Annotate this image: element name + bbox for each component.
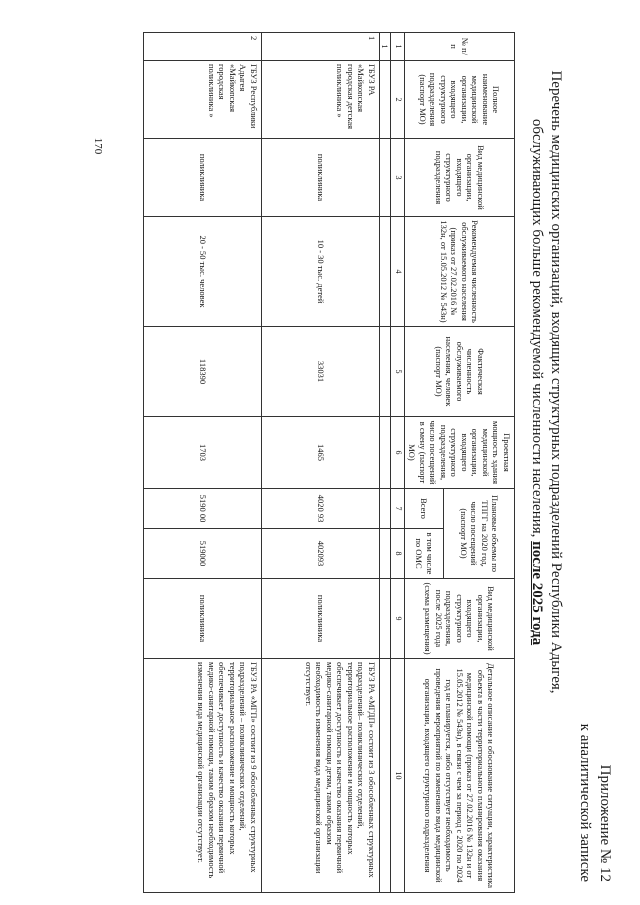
row-num: 1 — [262, 33, 380, 61]
organizations-table — [143, 32, 515, 893]
col-number: 7 — [391, 489, 405, 529]
row-num: 2 — [144, 33, 262, 61]
col-number: 8 — [391, 529, 405, 579]
col-number: 5 — [391, 327, 405, 417]
rotated-page — [125, 22, 615, 902]
appendix-note — [575, 724, 615, 882]
title-text: Перечень медицинских организаций, входящих структурных подразделений Республики Адыгея, обслуживающих больше рекомендуемой численности населения, — [529, 70, 564, 694]
row-total: 4020 93 — [262, 489, 380, 529]
column-number-row — [391, 33, 405, 893]
page-number: 170 — [92, 137, 104, 155]
header-capacity: Проектная мощность здания медицинской организации, входящего структурного подразделения, число посещений в смену (паспорт МО) — [405, 417, 515, 489]
row-1-marker — [380, 33, 392, 893]
row-total: 5190 00 — [144, 489, 262, 529]
table-row — [262, 33, 380, 893]
header-type-after: Вид медицинской организации, входящего структурного подразделения, после 2025 года (схема размещения) — [405, 579, 515, 659]
col-number: 4 — [391, 217, 405, 327]
header-num: № п/п — [405, 33, 515, 61]
header-description: Детальное описание и обоснование ситуации, характеристика объекта в части территориального планирования оказания медицинской помощи (приказ от 27.02.2016 № 132н и от 15.05.2012 № 543н), в связи с чем за период с 2020 по 2024 год не планируется, либо отсутствует необходимость проведения мероприятий по изменению вида медицинской организации, входящего структурного подразделения — [405, 659, 515, 893]
row-recommended: 20 - 50 тыс. человек — [144, 217, 262, 327]
row-type-after: поликлиника — [144, 579, 262, 659]
row-actual: 118390 — [144, 327, 262, 417]
row-description: ГБУЗ РА «МГДП» состоит из 3 обособленных структурных подразделений– поликлинических отделений, территориальное расположение и мощность которых обеспечивает доступность и качество оказания первичной медико-санитарной помощи детям, таким образом необходимость изменения вида медицинской организации отсутствует. — [262, 659, 380, 893]
row-description: ГБУЗ РА «МГП» состоит из 9 обособленных структурных подразделений – поликлинических отделений, территориальное расположение и мощность которых обеспечивает доступность и качество оказания первичной медико-санитарной помощи, таким образом необходимость изменения вида медицинской организации отсутствует. — [144, 659, 262, 893]
header-type: Вид медицинской организации, входящего структурного подразделения — [405, 139, 515, 217]
row-actual: 33031 — [262, 327, 380, 417]
document-title — [527, 52, 565, 712]
row-name: ГБУЗ Республики Адыгея «Майкопская городская поликлиника » — [144, 61, 262, 139]
col-number: 9 — [391, 579, 405, 659]
appendix-line-2: к аналитической записке — [577, 723, 593, 882]
table-row — [144, 33, 262, 893]
col-number: 3 — [391, 139, 405, 217]
header-row — [444, 33, 515, 893]
header-oms: в том числе по ОМС — [405, 529, 444, 579]
row-name: ГБУЗ РА «Майкопская городская детская поликлиника » — [262, 61, 380, 139]
col-number: 6 — [391, 417, 405, 489]
header-name: Полное наименование медицинской организации, входящего структурного подразделения (паспорт МО) — [405, 61, 515, 139]
header-planned: Плановые объемы по ТПГГ на 2020 год, число посещений (паспорт МО) — [444, 489, 515, 579]
row-type: поликлиника — [262, 139, 380, 217]
row-capacity: 1703 — [144, 417, 262, 489]
col-number: 10 — [391, 659, 405, 893]
row-oms: 519000 — [144, 529, 262, 579]
row-capacity: 1465 — [262, 417, 380, 489]
row-recommended: 10 - 30 тыс. детей — [262, 217, 380, 327]
header-actual: Фактическая численность обслуживаемого населения, человек (паспорт МО) — [405, 327, 515, 417]
col-number: 1 — [391, 33, 405, 61]
row-type: поликлиника — [144, 139, 262, 217]
header-total: Всего — [405, 489, 444, 529]
row-oms: 402093 — [262, 529, 380, 579]
header-recommended: Рекомендуемая численность обслуживаемого населения (приказ от 27.02.2016 № 132н, от 15.05.2012 № 543н) — [405, 217, 515, 327]
appendix-line-1: Приложение № 12 — [597, 764, 613, 882]
title-underlined: после 2025 года — [529, 541, 545, 646]
row-type-after: поликлиника — [262, 579, 380, 659]
row-num: 1 — [380, 33, 392, 61]
col-number: 2 — [391, 61, 405, 139]
